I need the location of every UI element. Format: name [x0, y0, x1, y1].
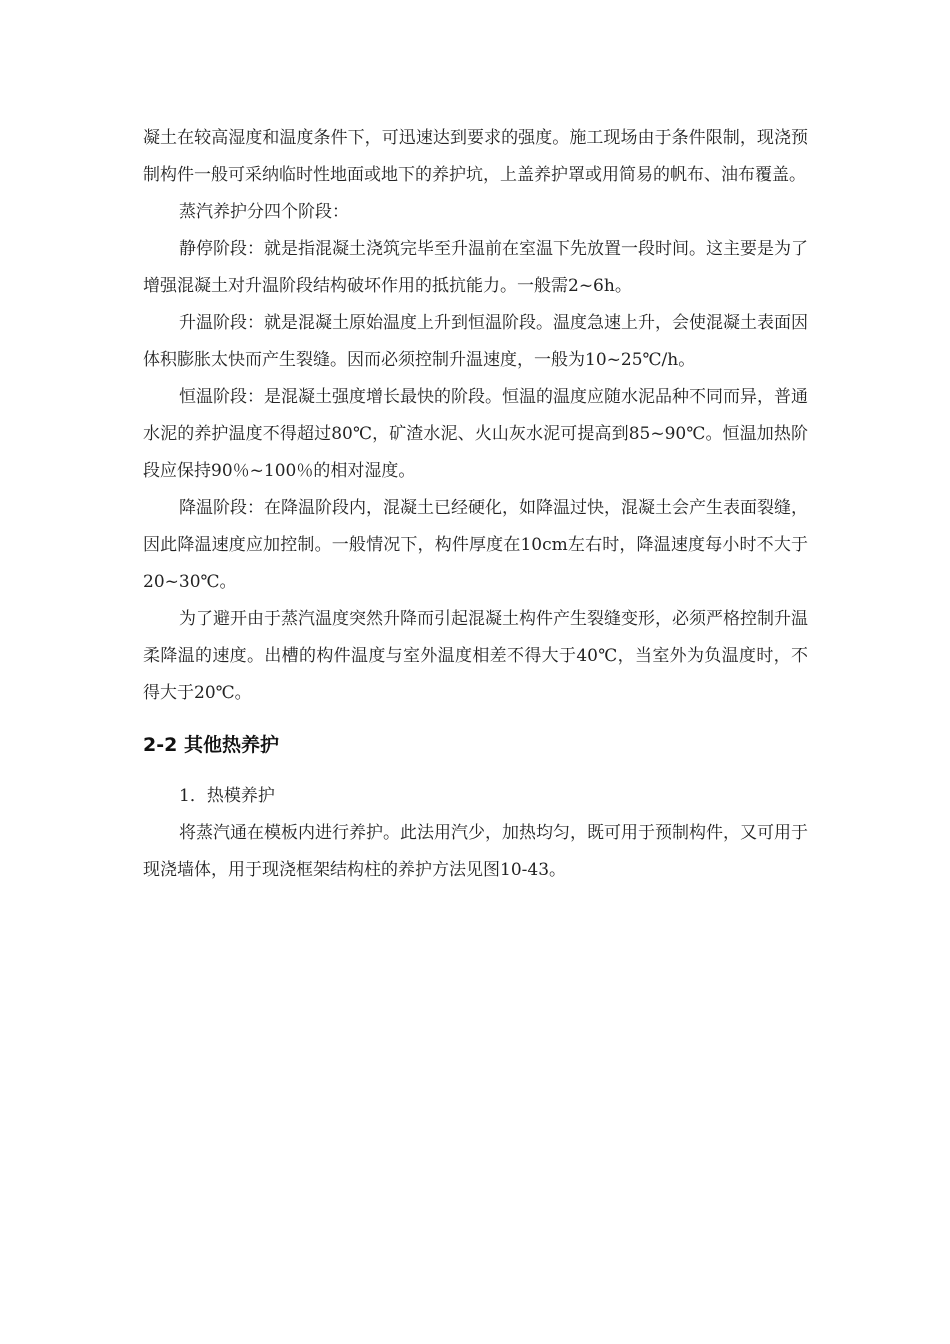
paragraph-cooling-stage: 降温阶段：在降温阶段内，混凝土已经硬化，如降温过快，混凝土会产生表面裂缝，因此降温速度应加控制。一般情况下，构件厚度在10cm左右时，降温速度每小时不大于20~30℃。 — [143, 498, 808, 592]
paragraph-heating-stage: 升温阶段：就是混凝土原始温度上升到恒温阶段。温度急速上升，会使混凝土表面因体积膨胀太快而产生裂缝。因而必须控制升温速度，一般为10~25℃/h。 — [143, 313, 808, 370]
paragraph-rate-control: 为了避开由于蒸汽温度突然升降而引起混凝土构件产生裂缝变形，必须严格控制升温柔降温的速度。出槽的构件温度与室外温度相差不得大于40℃，当室外为负温度时，不得大于20℃。 — [143, 609, 808, 703]
section-heading: 2-2 其他热养护 — [143, 734, 279, 756]
paragraph-rest-stage: 静停阶段：就是指混凝土浇筑完毕至升温前在室温下先放置一段时间。这主要是为了增强混凝土对升温阶段结构破坏作用的抵抗能力。一般需2~6h。 — [143, 239, 808, 296]
paragraph-constant-stage: 恒温阶段：是混凝土强度增长最快的阶段。恒温的温度应随水泥品种不同而异，普通水泥的养护温度不得超过80℃，矿渣水泥、火山灰水泥可提高到85~90℃。恒温加热阶段应保持90％~100％的相对湿度。 — [143, 387, 808, 481]
subsection-title: 1．热模养护 — [179, 786, 275, 806]
paragraph-continuation: 凝土在较高湿度和温度条件下，可迅速达到要求的强度。施工现场由于条件限制，现浇预制构件一般可采纳临时性地面或地下的养护坑，上盖养护罩或用简易的帆布、油布覆盖。 — [143, 128, 808, 185]
paragraph-heated-formwork: 将蒸汽通在模板内进行养护。此法用汽少，加热均匀，既可用于预制构件，又可用于现浇墙体，用于现浇框架结构柱的养护方法见图10-43。 — [143, 823, 808, 880]
paragraph-stages-intro: 蒸汽养护分四个阶段： — [179, 202, 349, 222]
document-body — [143, 120, 808, 889]
